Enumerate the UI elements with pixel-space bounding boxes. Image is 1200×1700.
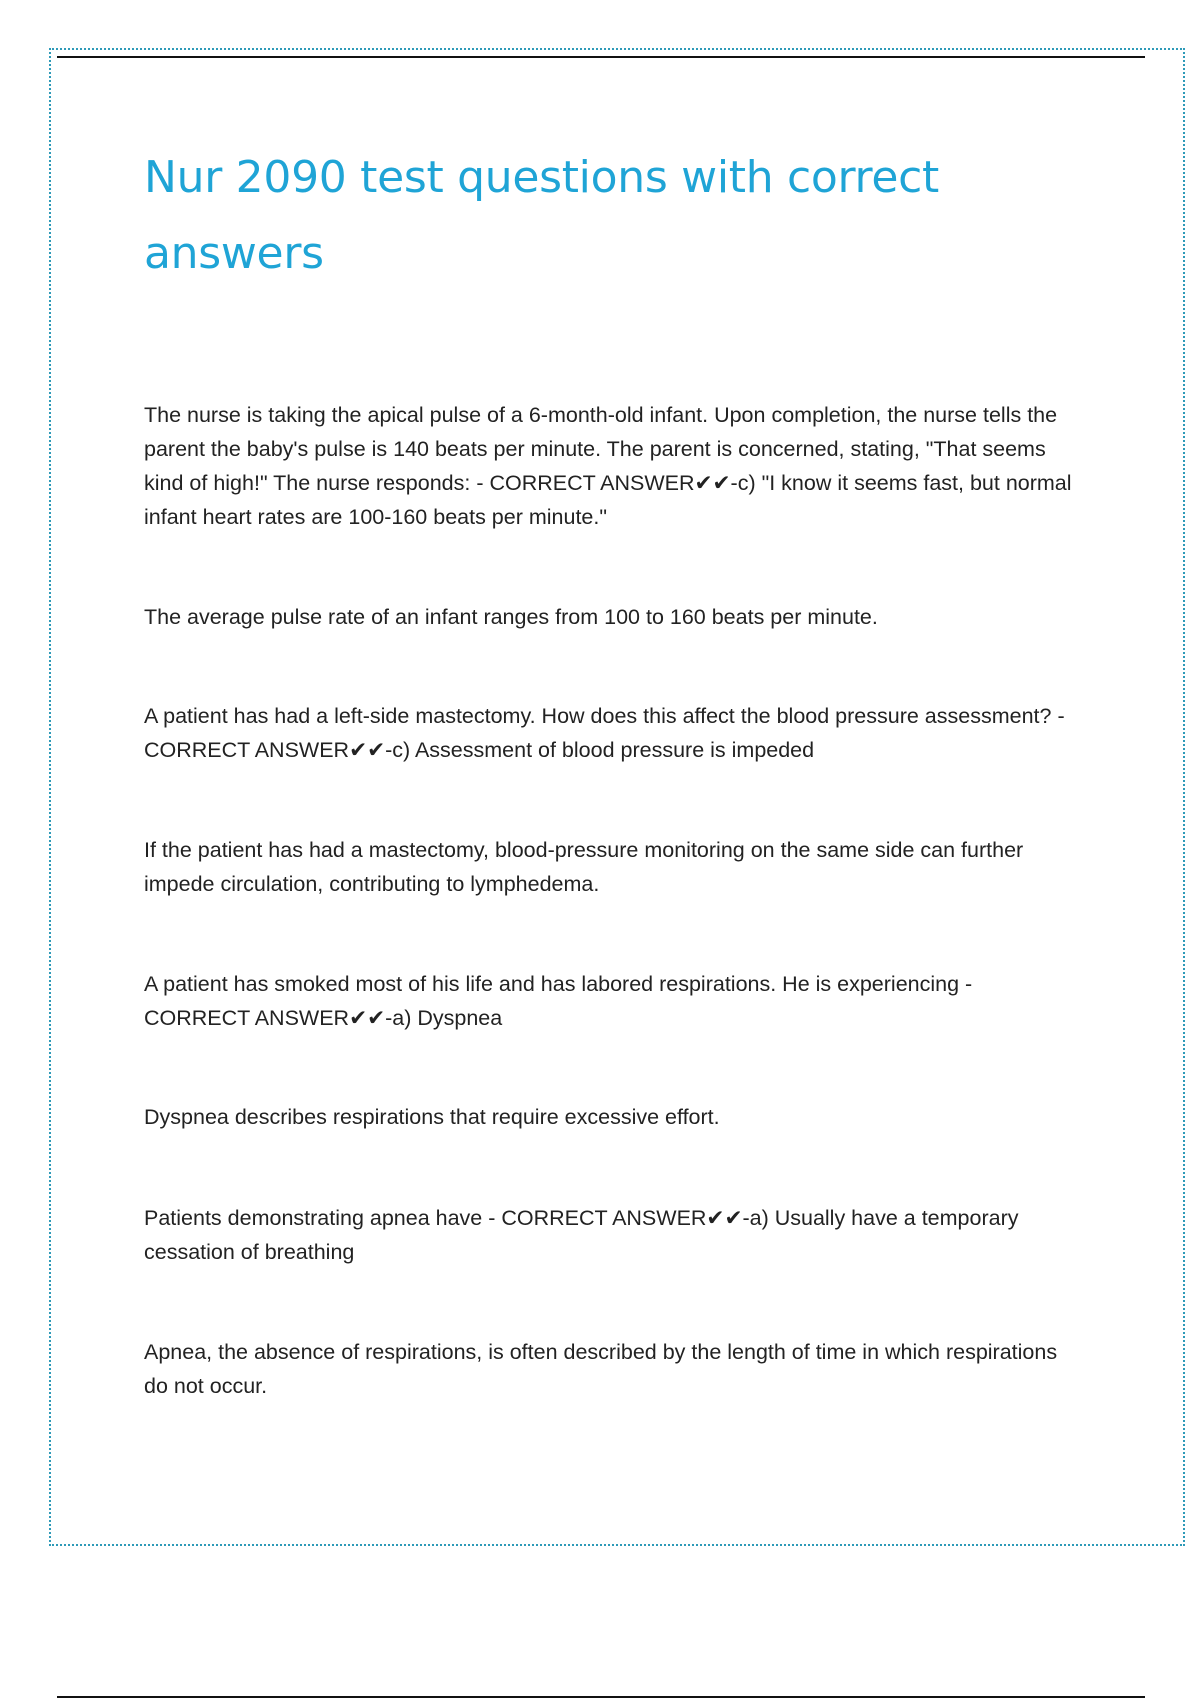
question-paragraph: A patient has had a left-side mastectomy. How does this affect the blood pressure assessment? - CORRECT ANSWER✔✔-c) Assessment of blood pressure is impeded [144, 704, 1065, 762]
question-paragraph: The nurse is taking the apical pulse of a 6-month-old infant. Upon completion, the nurse tells the parent the baby's pulse is 140 beats per minute. The parent is concerned, stating, "That seems kind of high!" The nurse responds: - CORRECT ANSWER✔✔-c) "I know it seems fast, but normal infant heart rates are 100-160 beats per minute." [144, 403, 1072, 529]
rationale-paragraph: If the patient has had a mastectomy, blood-pressure monitoring on the same side can further impede circulation, contributing to lymphedema. [144, 838, 1024, 896]
question-paragraph: A patient has smoked most of his life and has labored respirations. He is experiencing - CORRECT ANSWER✔✔-a) Dyspnea [144, 972, 973, 1030]
rationale-paragraph: Apnea, the absence of respirations, is often described by the length of time in which respirations do not occur. [144, 1340, 1058, 1398]
rationale-paragraph: The average pulse rate of an infant ranges from 100 to 160 beats per minute. [144, 605, 878, 629]
question-paragraph: Patients demonstrating apnea have - CORRECT ANSWER✔✔-a) Usually have a temporary cessation of breathing [144, 1206, 1019, 1264]
bottom-rule [57, 1696, 1145, 1698]
page-title: Nur 2090 test questions with correct answers [144, 152, 939, 279]
rationale-paragraph: Dyspnea describes respirations that require excessive effort. [144, 1105, 720, 1129]
